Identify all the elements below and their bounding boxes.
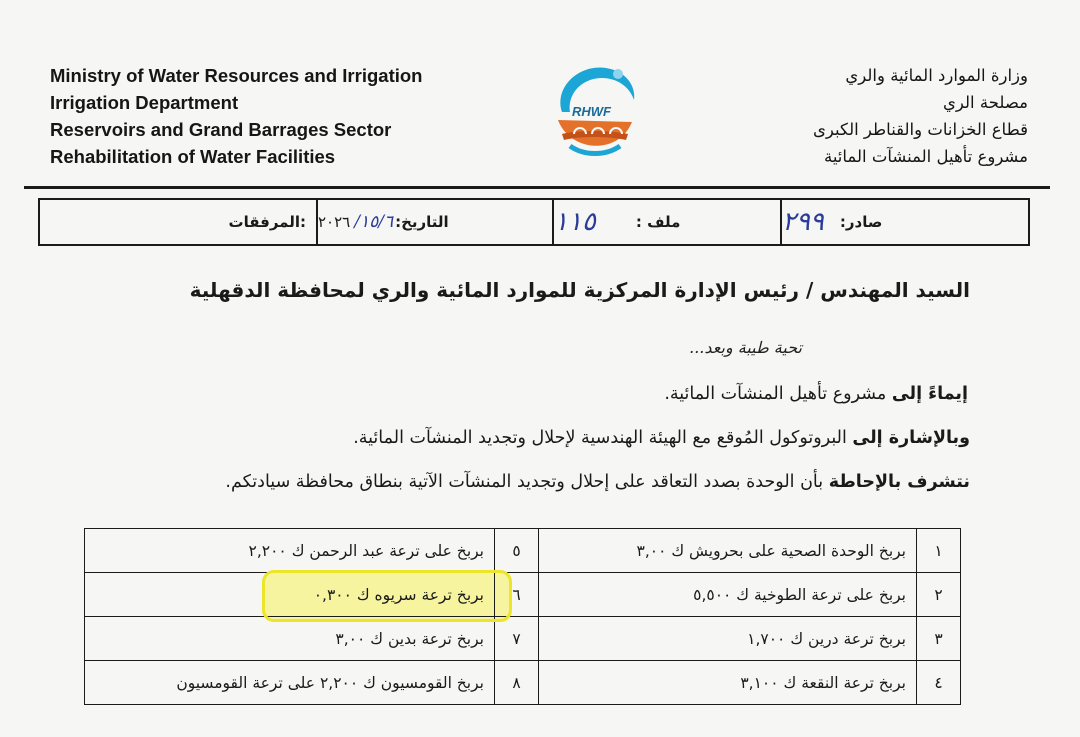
culverts-table (84, 528, 961, 705)
paragraph-protocol-lead: وبالإشارة إلى (852, 428, 970, 448)
sector-name-en: Reservoirs and Grand Barrages Sector (50, 119, 392, 140)
date-label: التاريخ: (395, 213, 449, 231)
paragraph-reference-lead: إيماءً إلى (891, 384, 968, 404)
sector-name-ar: قطاع الخزانات والقناطر الكبرى (812, 120, 1028, 139)
arabic-letterhead (813, 62, 1028, 170)
table-row (85, 617, 961, 661)
culvert-description-highlighted: بربخ ترعة سريوه ك ٠,٣٠٠ (85, 573, 495, 617)
outgoing-value: ٢٩٩ (782, 207, 824, 237)
rhwf-logo (548, 60, 640, 160)
department-name-en: Irrigation Department (50, 92, 239, 113)
culvert-description: بربخ الوحدة الصحية على بحرويش ك ٣,٠٠ (539, 529, 917, 573)
row-number: ١ (917, 529, 961, 573)
attachments-label: المرفقات: (228, 213, 306, 231)
row-number: ٢ (917, 573, 961, 617)
attachments-cell (40, 200, 316, 244)
paragraph-notice-text: بأن الوحدة بصدد التعاقد على إحلال وتجديد المنشآت الآتية بنطاق محافظة سيادتكم. (225, 472, 829, 492)
paragraph-protocol (353, 428, 970, 448)
row-number: ٧ (495, 617, 539, 661)
culvert-description: بربخ على ترعة عبد الرحمن ك ٢,٢٠٠ (85, 529, 495, 573)
row-number: ٥ (495, 529, 539, 573)
culvert-description: بربخ ترعة النقعة ك ٣,١٠٠ (539, 661, 917, 705)
culvert-description: بربخ ترعة بدين ك ٣,٠٠ (85, 617, 495, 661)
file-cell (552, 200, 780, 244)
culvert-description: بربخ على ترعة الطوخية ك ٥,٥٠٠ (539, 573, 917, 617)
date-year: ٢٠٢٦ (318, 213, 351, 231)
row-number: ٤ (917, 661, 961, 705)
project-name-ar: مشروع تأهيل المنشآت المائية (823, 147, 1028, 166)
row-number: ٦ (495, 573, 539, 617)
project-name-en: Rehabilitation of Water Facilities (50, 146, 336, 167)
row-number: ٣ (917, 617, 961, 661)
reference-bar (38, 198, 1030, 246)
ministry-name-en: Ministry of Water Resources and Irrigation (50, 65, 423, 86)
table-row (85, 529, 961, 573)
culvert-description: بربخ ترعة درين ك ١,٧٠٠ (539, 617, 917, 661)
english-letterhead (50, 62, 422, 170)
date-cell (316, 200, 552, 244)
header-divider (24, 186, 1050, 189)
department-name-ar: مصلحة الري (943, 93, 1028, 112)
addressee-line: السيد المهندس / رئيس الإدارة المركزية للموارد المائية والري لمحافظة الدقهلية (189, 278, 970, 302)
highlighter-outline (262, 570, 512, 622)
logo-text: RHWF (572, 104, 611, 119)
culvert-description: بربخ القومسيون ك ٢,٢٠٠ على ترعة القومسيون (85, 661, 495, 705)
file-label: ملف : (635, 213, 681, 231)
greeting-line: تحية طيبة وبعد... (689, 338, 802, 357)
paragraph-reference (664, 384, 968, 404)
outgoing-label: صادر: (839, 213, 883, 231)
file-value: ١١٥ (554, 207, 596, 237)
date-value: ١٥/٦/ (354, 212, 394, 232)
paragraph-notice-lead: نتشرف بالإحاطة (828, 472, 970, 492)
ministry-name-ar: وزارة الموارد المائية والري (845, 66, 1028, 85)
table-row (85, 661, 961, 705)
row-number: ٨ (495, 661, 539, 705)
paragraph-notice (225, 472, 970, 492)
paragraph-reference-text: مشروع تأهيل المنشآت المائية. (664, 384, 892, 404)
outgoing-cell (780, 200, 1028, 244)
paragraph-protocol-text: البروتوكول المُوقع مع الهيئة الهندسية لإحلال وتجديد المنشآت المائية. (353, 428, 853, 448)
table-row (85, 573, 961, 617)
